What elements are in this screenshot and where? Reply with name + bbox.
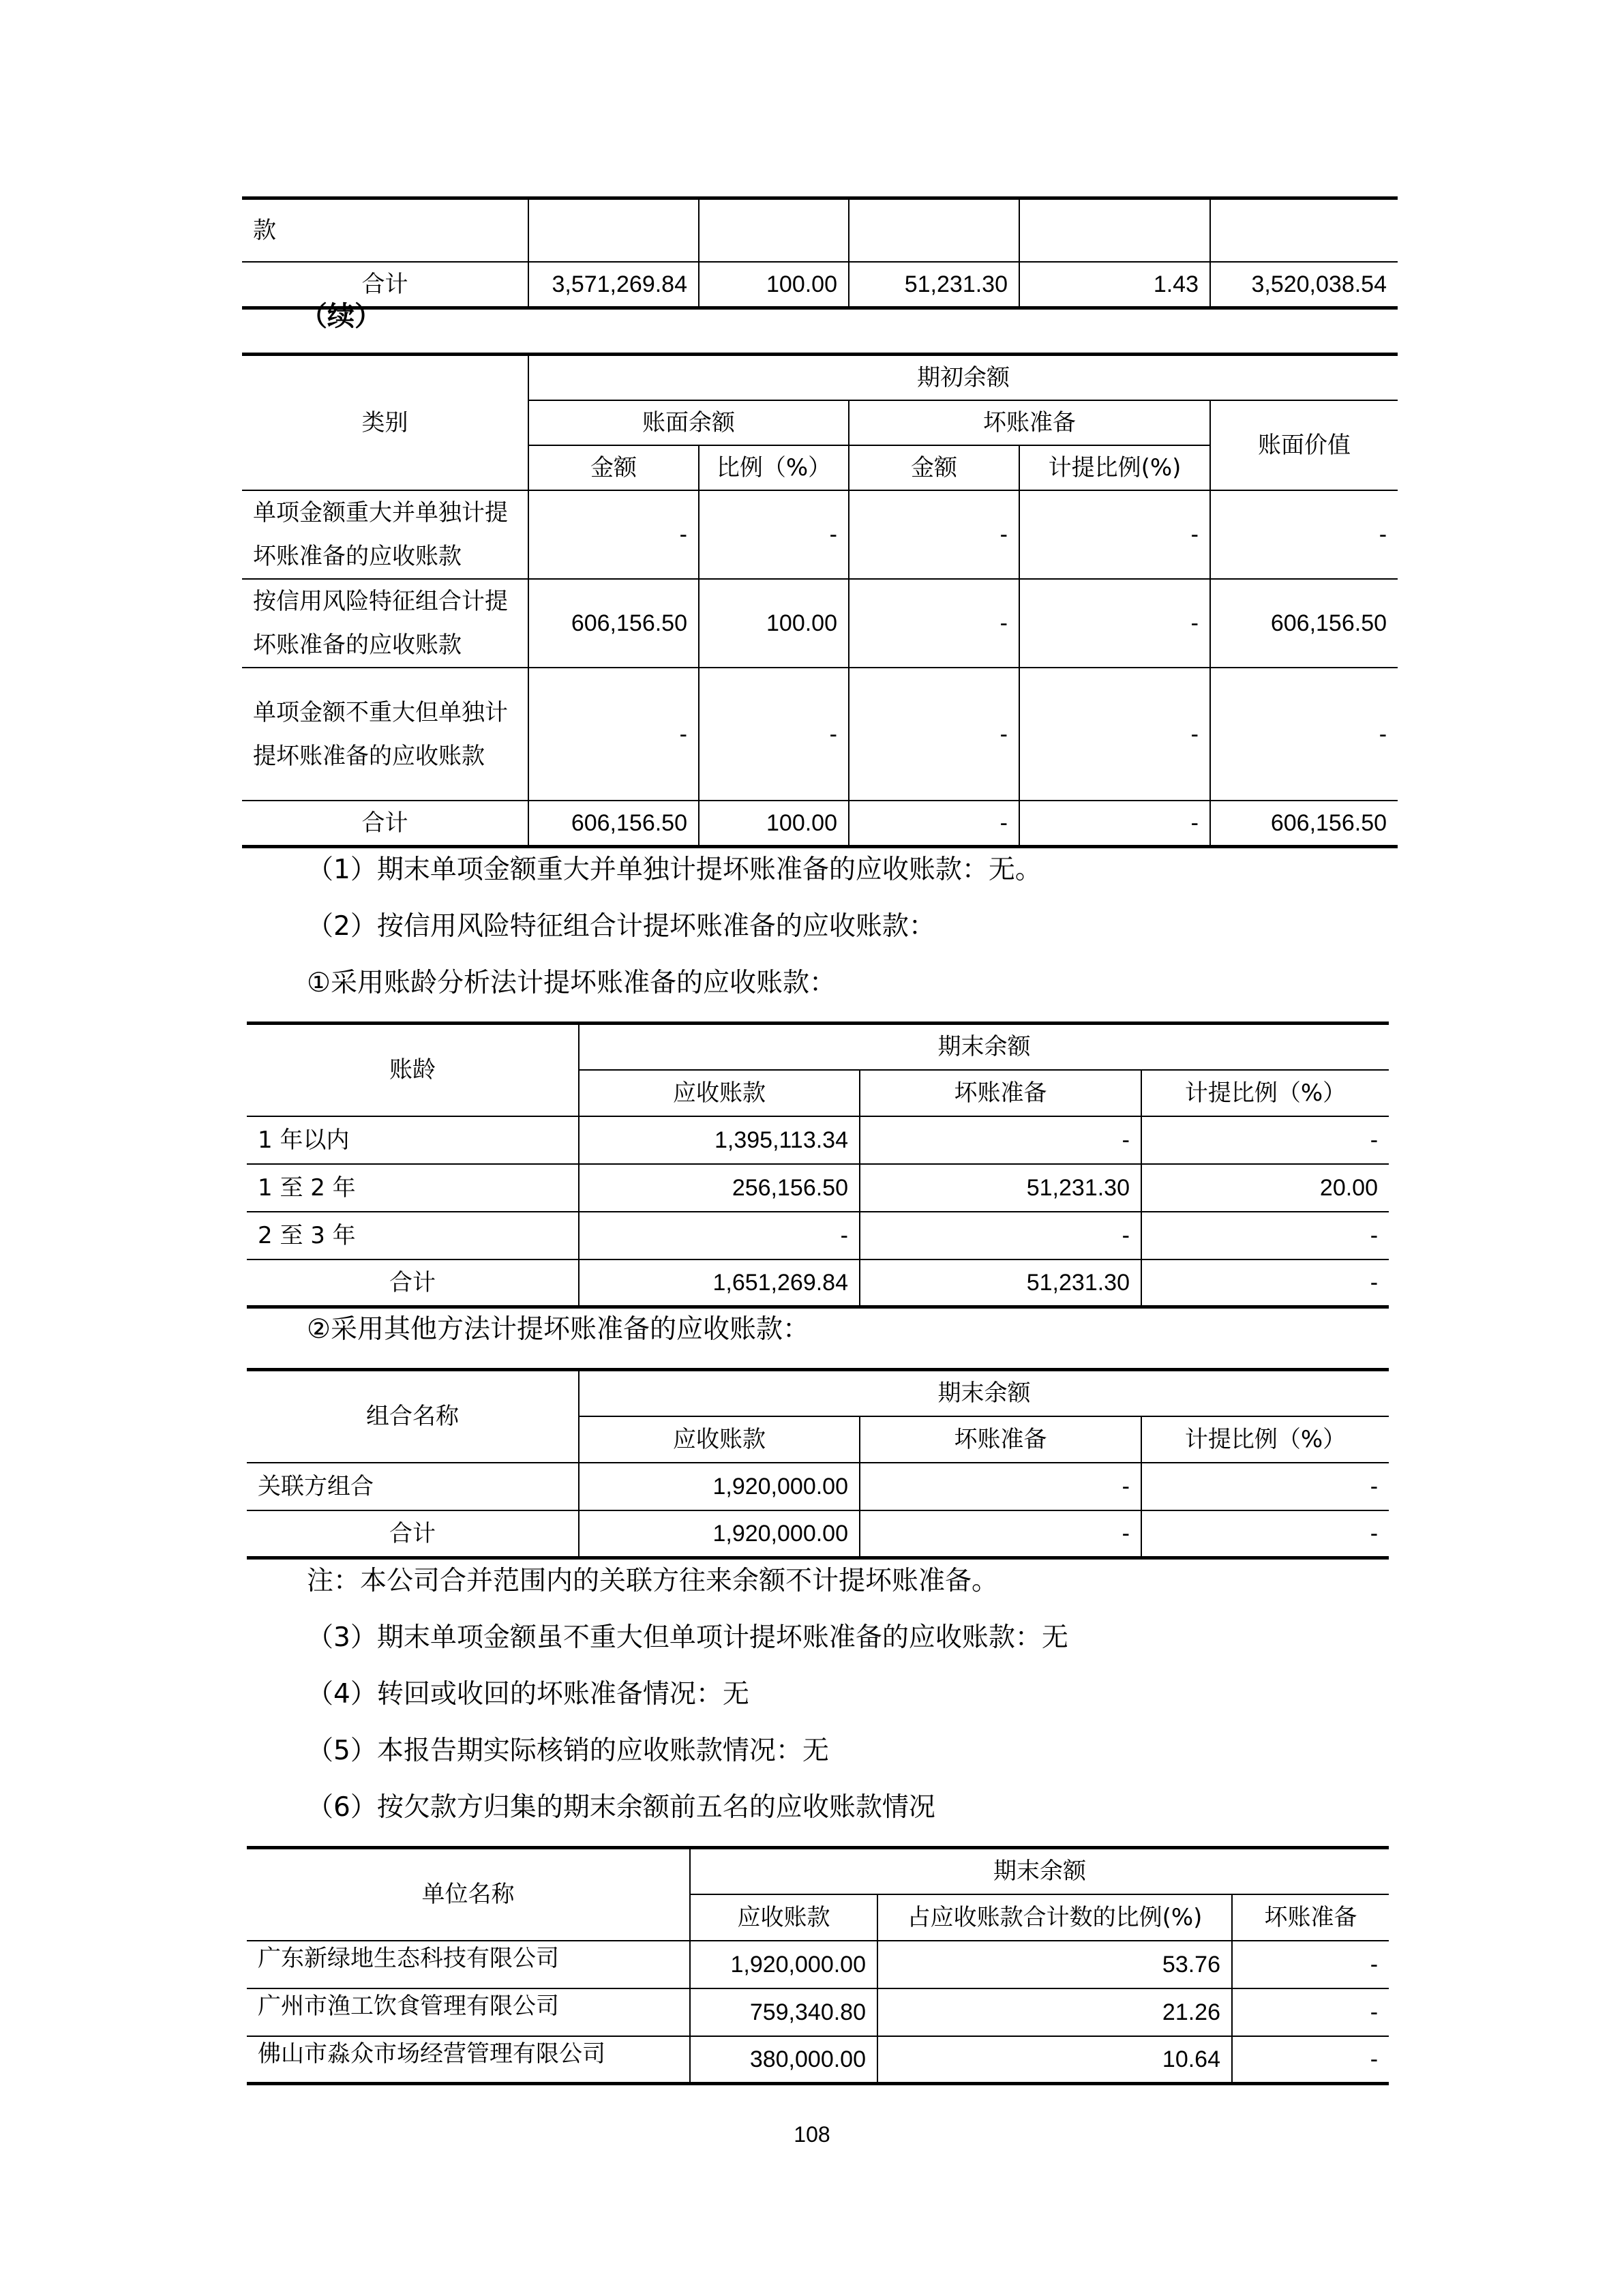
table-row: 1 年以内 1,395,113.34 - - xyxy=(247,1116,1389,1164)
header-aging: 账龄 xyxy=(247,1024,579,1116)
header-book-value: 账面价值 xyxy=(1210,400,1398,490)
row-label: 单项金额不重大但单独计提坏账准备的应收账款 xyxy=(242,668,528,801)
continued-label: （续） xyxy=(300,301,382,332)
row-label: 合计 xyxy=(242,801,528,847)
table-row: 佛山市淼众市场经营管理有限公司 380,000.00 10.64 - xyxy=(247,2036,1389,2084)
row-label: 2 至 3 年 xyxy=(247,1212,579,1259)
table-top-debtors xyxy=(247,1846,1389,2085)
row-label: 广州市渔工饮食管理有限公司 xyxy=(247,1988,690,2036)
row-label: 合计 xyxy=(247,1259,579,1307)
paragraph: （3）期末单项金额虽不重大但单项计提坏账准备的应收账款：无 xyxy=(307,1622,1068,1653)
paragraph: （5）本报告期实际核销的应收账款情况：无 xyxy=(307,1735,829,1766)
row-label: 合计 xyxy=(242,262,528,308)
table-opening-balance xyxy=(242,353,1398,848)
table-row: 关联方组合 1,920,000.00 - - xyxy=(247,1463,1389,1510)
header-receivable: 应收账款 xyxy=(579,1416,860,1463)
header-category: 类别 xyxy=(242,355,528,491)
header-period-end: 期末余额 xyxy=(690,1848,1389,1894)
table-other-methods xyxy=(247,1368,1389,1560)
header-period: 期初余额 xyxy=(528,355,1398,401)
table-row xyxy=(242,198,1398,263)
header-ratio: 计提比例（%） xyxy=(1141,1070,1389,1116)
row-label: 单项金额重大并单独计提坏账准备的应收账款 xyxy=(242,490,528,579)
header-receivable: 应收账款 xyxy=(690,1894,877,1941)
row-label: 按信用风险特征组合计提坏账准备的应收账款 xyxy=(242,579,528,668)
header-bad-debt: 坏账准备 xyxy=(860,1416,1141,1463)
header-amount: 金额 xyxy=(849,445,1019,490)
header-amount: 金额 xyxy=(528,445,699,490)
table-row: 按信用风险特征组合计提坏账准备的应收账款 606,156.50 100.00 - - 606,156.50 xyxy=(242,579,1398,668)
paragraph: （4）转回或收回的坏账准备情况：无 xyxy=(307,1679,749,1710)
paragraph: （1）期末单项金额重大并单独计提坏账准备的应收账款：无。 xyxy=(307,854,1042,885)
row-label: 广东新绿地生态科技有限公司 xyxy=(247,1941,690,1988)
page-number: 108 xyxy=(794,2122,830,2147)
row-label: 关联方组合 xyxy=(247,1463,579,1510)
table-header-row xyxy=(247,1848,1389,1894)
header-receivable: 应收账款 xyxy=(579,1070,860,1116)
header-ratio: 比例（%） xyxy=(699,445,849,490)
header-period-end: 期末余额 xyxy=(579,1370,1389,1416)
table-row-total: 合计 3,571,269.84 100.00 51,231.30 1.43 3,520,038.54 xyxy=(242,262,1398,308)
row-label: 款 xyxy=(242,198,528,263)
header-period-end: 期末余额 xyxy=(579,1024,1389,1070)
row-label: 佛山市淼众市场经营管理有限公司 xyxy=(247,2036,690,2084)
header-book-balance: 账面余额 xyxy=(528,400,849,445)
header-unit-name: 单位名称 xyxy=(247,1848,690,1941)
row-label: 1 至 2 年 xyxy=(247,1164,579,1212)
paragraph: （6）按欠款方归集的期末余额前五名的应收账款情况 xyxy=(307,1792,935,1823)
table-row-total: 合计 606,156.50 100.00 - - 606,156.50 xyxy=(242,801,1398,847)
table-row: 2 至 3 年 - - - xyxy=(247,1212,1389,1259)
table-row: 单项金额不重大但单独计提坏账准备的应收账款 - - - - - xyxy=(242,668,1398,801)
header-share: 占应收账款合计数的比例(%) xyxy=(877,1894,1232,1941)
table-prev-continuation xyxy=(242,196,1398,310)
table-row: 单项金额重大并单独计提坏账准备的应收账款 - - - - - xyxy=(242,490,1398,579)
table-row: 广东新绿地生态科技有限公司 1,920,000.00 53.76 - xyxy=(247,1941,1389,1988)
table-header-row xyxy=(247,1370,1389,1416)
table-row: 广州市渔工饮食管理有限公司 759,340.80 21.26 - xyxy=(247,1988,1389,2036)
header-bad-debt: 坏账准备 xyxy=(1232,1894,1389,1941)
paragraph: ①采用账龄分析法计提坏账准备的应收账款： xyxy=(307,968,836,998)
header-provision-ratio: 计提比例(%) xyxy=(1019,445,1210,490)
paragraph: （2）按信用风险特征组合计提坏账准备的应收账款： xyxy=(307,911,935,942)
table-row-total: 合计 1,920,000.00 - - xyxy=(247,1510,1389,1558)
header-ratio: 计提比例（%） xyxy=(1141,1416,1389,1463)
note-text: 注：本公司合并范围内的关联方往来余额不计提坏账准备。 xyxy=(307,1566,999,1596)
header-group-name: 组合名称 xyxy=(247,1370,579,1463)
table-header-row xyxy=(247,1024,1389,1070)
header-bad-debt: 坏账准备 xyxy=(860,1070,1141,1116)
row-label: 1 年以内 xyxy=(247,1116,579,1164)
table-row: 1 至 2 年 256,156.50 51,231.30 20.00 xyxy=(247,1164,1389,1212)
table-aging-analysis xyxy=(247,1022,1389,1309)
paragraph: ②采用其他方法计提坏账准备的应收账款： xyxy=(307,1314,809,1345)
row-label: 合计 xyxy=(247,1510,579,1558)
table-header-row xyxy=(242,355,1398,401)
table-row-total: 合计 1,651,269.84 51,231.30 - xyxy=(247,1259,1389,1307)
header-bad-debt: 坏账准备 xyxy=(849,400,1210,445)
